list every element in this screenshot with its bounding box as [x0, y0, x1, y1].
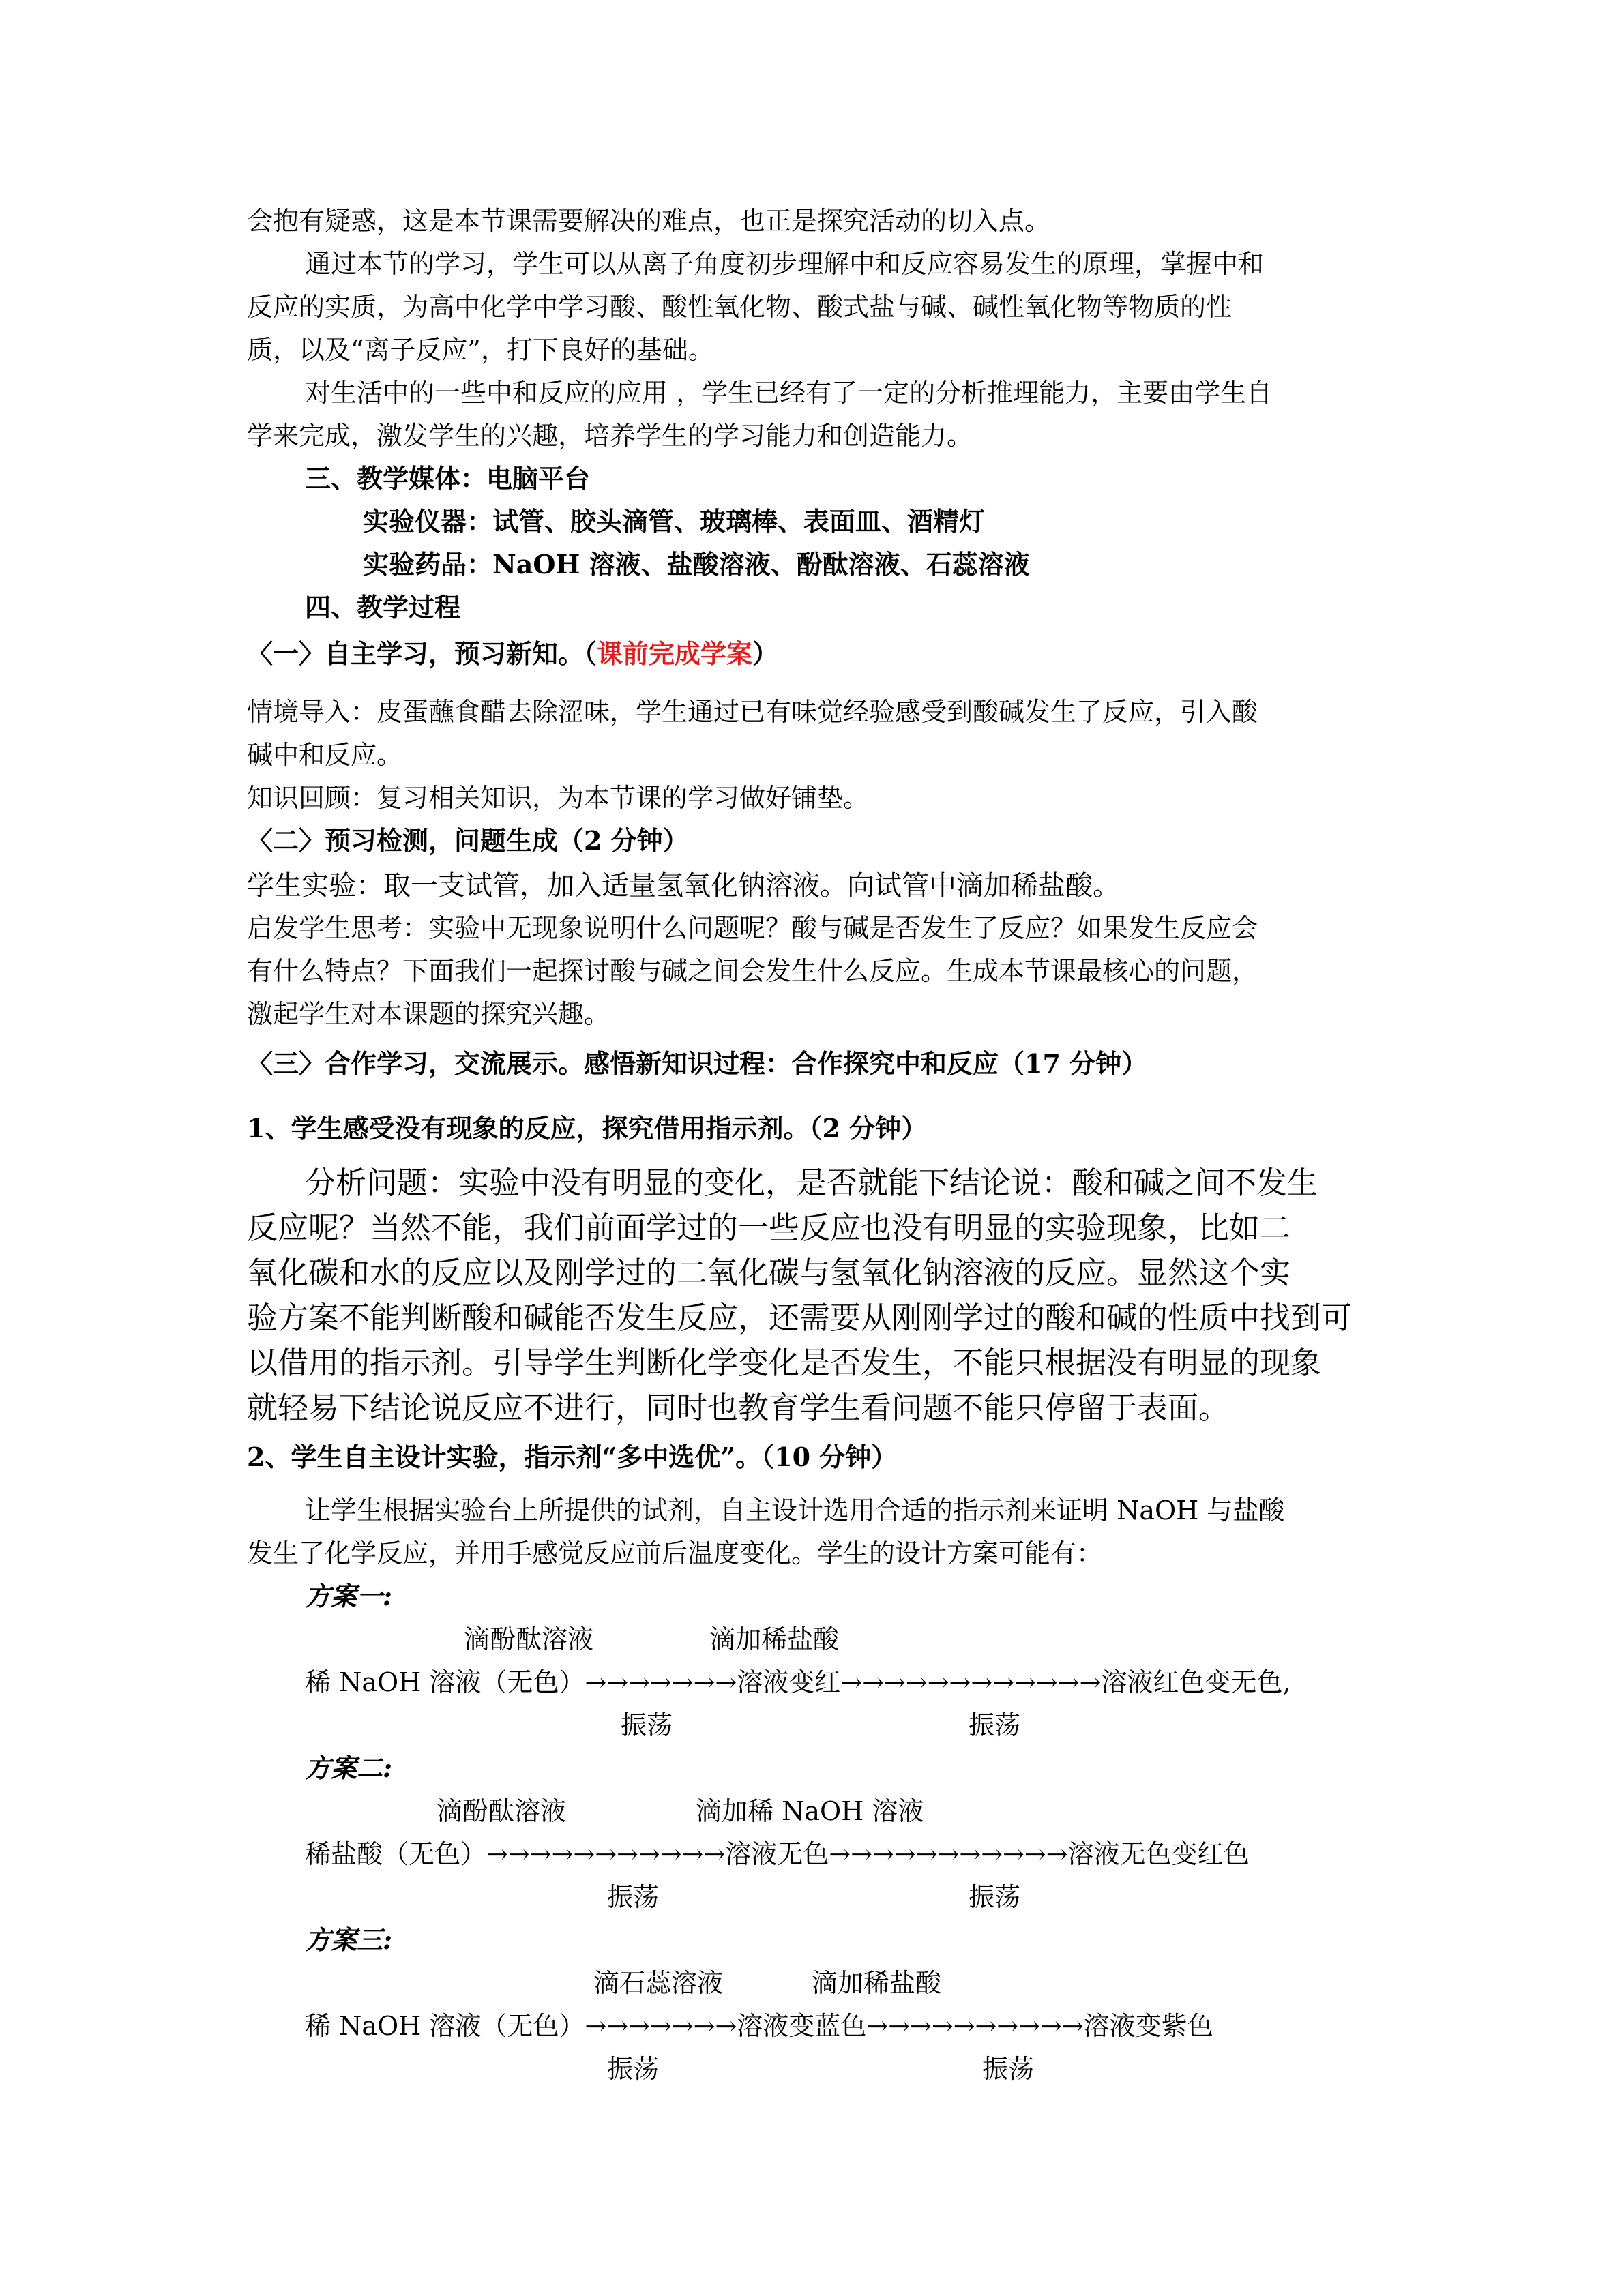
scheme-3-step2-action: 振荡: [982, 2054, 1035, 2084]
section-1-note: 课前完成学案: [597, 638, 753, 669]
paragraph-line: 质，以及“离子反应”，打下良好的基础。: [247, 335, 714, 365]
subsection-2-title: 2、学生自主设计实验，指示剂“多中选优”。（10 分钟）: [247, 1442, 898, 1472]
scheme-3-step1-action: 振荡: [607, 2054, 660, 2084]
scheme-1-step1-action: 振荡: [621, 1710, 673, 1740]
scheme-2-step2-reagent: 滴加稀 NaOH 溶液: [696, 1796, 924, 1826]
scheme-2-flow: 稀盐酸（无色）→→→→→→→→→→→溶液无色→→→→→→→→→→→溶液无色变红色: [305, 1839, 1250, 1869]
paragraph-line: 验方案不能判断酸和碱能否发生反应，还需要从刚刚学过的酸和碱的性质中找到可: [247, 1300, 1353, 1336]
section-3-title: 〈三〉合作学习，交流展示。感悟新知识过程：合作探究中和反应（17 分钟）: [247, 1048, 1148, 1079]
scheme-1-step2-reagent: 滴加稀盐酸: [709, 1624, 840, 1654]
paragraph-line: 学生实验：取一支试管，加入适量氢氧化钠溶液。向试管中滴加稀盐酸。: [247, 870, 1120, 901]
scheme-1-step1-reagent: 滴酚酞溶液: [464, 1624, 594, 1654]
scheme-2-step2-action: 振荡: [969, 1882, 1021, 1912]
section-2-title: 〈二〉预习检测，问题生成（2 分钟）: [247, 825, 689, 856]
scheme-3-label: 方案三:: [305, 1924, 393, 1955]
paragraph-line: 知识回顾：复习相关知识，为本节课的学习做好铺垫。: [247, 783, 870, 813]
scheme-3-step2-reagent: 滴加稀盐酸: [812, 1968, 942, 1998]
paragraph-line: 碱中和反应。: [247, 740, 403, 770]
scheme-2-step1-action: 振荡: [607, 1882, 660, 1912]
reagents-line: 实验药品：NaOH 溶液、盐酸溶液、酚酞溶液、石蕊溶液: [363, 549, 1030, 580]
subsection-1-title: 1、学生感受没有现象的反应，探究借用指示剂。（2 分钟）: [247, 1113, 928, 1144]
paragraph-line: 让学生根据实验台上所提供的试剂，自主设计选用合适的指示剂来证明 NaOH 与盐酸: [305, 1495, 1285, 1525]
section-heading-process: 四、教学过程: [305, 592, 461, 623]
paragraph-line: 分析问题：实验中没有明显的变化，是否就能下结论说：酸和碱之间不发生: [305, 1165, 1318, 1201]
scheme-1-step2-action: 振荡: [969, 1710, 1021, 1740]
paragraph-line: 启发学生思考：实验中无现象说明什么问题呢？酸与碱是否发生了反应？如果发生反应会: [247, 913, 1258, 943]
instruments-line: 实验仪器：试管、胶头滴管、玻璃棒、表面皿、酒精灯: [363, 506, 986, 537]
section-heading-media: 三、教学媒体：电脑平台: [305, 463, 591, 494]
paragraph-line: 反应呢？当然不能，我们前面学过的一些反应也没有明显的实验现象，比如二: [247, 1210, 1291, 1246]
paragraph-line: 激起学生对本课题的探究兴趣。: [247, 999, 610, 1029]
section-1-title: [247, 638, 779, 669]
scheme-1-label: 方案一:: [305, 1581, 393, 1611]
scheme-2-step1-reagent: 滴酚酞溶液: [437, 1796, 567, 1826]
paragraph-line: 氧化碳和水的反应以及刚学过的二氧化碳与氢氧化钠溶液的反应。显然这个实: [247, 1255, 1291, 1291]
scheme-2-label: 方案二:: [305, 1753, 393, 1783]
scheme-1-flow: 稀 NaOH 溶液（无色）→→→→→→→溶液变红→→→→→→→→→→→→溶液红色变无色,: [305, 1667, 1291, 1697]
scheme-3-step1-reagent: 滴石蕊溶液: [593, 1968, 724, 1998]
paragraph-line: 会抱有疑惑，这是本节课需要解决的难点，也正是探究活动的切入点。: [247, 206, 1051, 236]
paragraph-line: 对生活中的一些中和反应的应用 ，学生已经有了一定的分析推理能力，主要由学生自: [305, 378, 1273, 408]
paragraph-line: 反应的实质，为高中化学中学习酸、酸性氧化物、酸式盐与碱、碱性氧化物等物质的性: [247, 292, 1232, 322]
section-1-close: ）: [752, 638, 779, 669]
paragraph-line: 就轻易下结论说反应不进行，同时也教育学生看问题不能只停留于表面。: [247, 1390, 1230, 1426]
paragraph-line: 学来完成，激发学生的兴趣，培养学生的学习能力和创造能力。: [247, 421, 973, 451]
paragraph-line: 有什么特点？下面我们一起探讨酸与碱之间会发生什么反应。生成本节课最核心的问题，: [247, 956, 1258, 986]
paragraph-line: 以借用的指示剂。引导学生判断化学变化是否发生，不能只根据没有明显的现象: [247, 1345, 1322, 1381]
paragraph-line: 发生了化学反应，并用手感觉反应前后温度变化。学生的设计方案可能有：: [247, 1538, 1103, 1568]
scheme-3-flow: 稀 NaOH 溶液（无色）→→→→→→→溶液变蓝色→→→→→→→→→→溶液变紫色: [305, 2011, 1213, 2041]
section-1-title-text: 〈一〉自主学习，预习新知。（: [247, 638, 597, 669]
paragraph-line: 情境导入：皮蛋蘸食醋去除涩味，学生通过已有味觉经验感受到酸碱发生了反应，引入酸: [247, 697, 1258, 727]
paragraph-line: 通过本节的学习，学生可以从离子角度初步理解中和反应容易发生的原理，掌握中和: [305, 249, 1265, 279]
